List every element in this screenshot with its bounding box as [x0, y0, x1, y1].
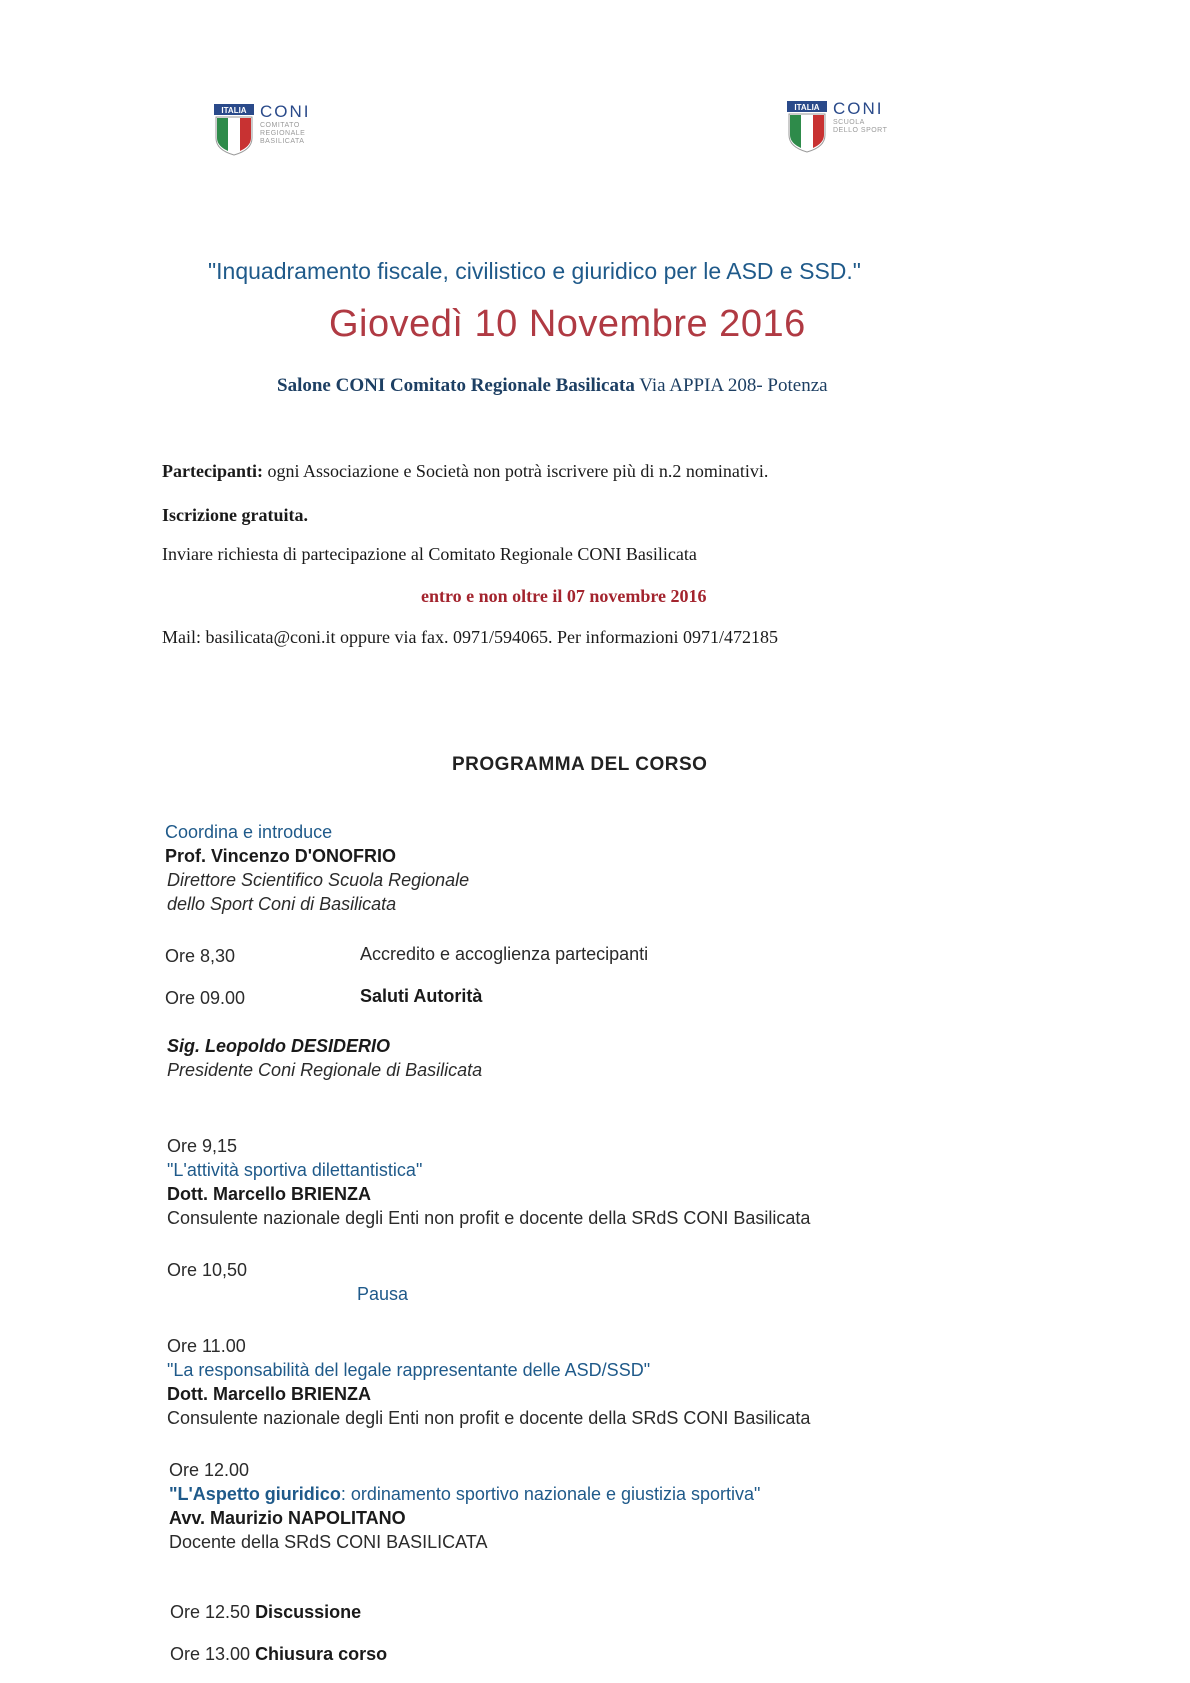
badge-text: ITALIA [221, 106, 247, 115]
session-3-title: "L'attività sportiva dilettantistica" [167, 1160, 423, 1180]
session-6-title [169, 1484, 760, 1505]
session-2-time: Ore 09.00 [165, 988, 246, 1008]
session-8 [170, 1644, 387, 1665]
session-6-time: Ore 12.00 [169, 1460, 250, 1480]
session-2-text: Saluti Autorità [360, 986, 483, 1006]
session-6-title-bold: "L'Aspetto giuridico [169, 1484, 341, 1504]
guest-name: Sig. Leopoldo DESIDERIO [167, 1036, 391, 1056]
session-3-role: Consulente nazionale degli Enti non profit e docente della SRdS CONI Basilicata [167, 1208, 811, 1228]
program-heading: PROGRAMMA DEL CORSO [452, 754, 708, 775]
session-1-text: Accredito e accoglienza partecipanti [360, 944, 649, 964]
session-6-title-rest: : ordinamento sportivo nazionale e giustizia sportiva" [340, 1484, 761, 1504]
session-5-role: Consulente nazionale degli Enti non profit e docente della SRdS CONI Basilicata [167, 1408, 811, 1428]
coordinator-role-2: dello Sport Coni di Basilicata [167, 894, 397, 914]
venue-address: Via APPIA 208- Potenza [634, 375, 828, 396]
session-7-text: Discussione [255, 1602, 362, 1622]
logo-sub-1: COMITATO [260, 122, 300, 129]
participants-label: Partecipanti: [162, 461, 263, 481]
send-request-text: Inviare richiesta di partecipazione al Comitato Regionale CONI Basilicata [162, 544, 697, 564]
session-1-time: Ore 8,30 [165, 946, 236, 966]
registration-note: Iscrizione gratuita. [162, 505, 308, 525]
session-6-speaker: Avv. Maurizio NAPOLITANO [169, 1508, 406, 1528]
session-3-speaker: Dott. Marcello BRIENZA [167, 1184, 372, 1204]
session-4-time: Ore 10,50 [167, 1260, 248, 1280]
logo-name: CONI [833, 99, 884, 118]
coordinator-role-1: Direttore Scientifico Scuola Regionale [167, 870, 470, 890]
session-3-time: Ore 9,15 [167, 1136, 238, 1156]
event-title: "Inquadramento fiscale, civilistico e giuridico per le ASD e SSD." [208, 258, 861, 284]
event-date: Giovedì 10 Novembre 2016 [329, 303, 806, 345]
coni-regional-logo [214, 104, 311, 156]
logo-sub-1: SCUOLA [833, 119, 865, 126]
italia-shield-icon [214, 104, 254, 156]
coni-school-logo [787, 101, 887, 153]
coordinator-label: Coordina e introduce [165, 822, 333, 842]
session-5-title: "La responsabilità del legale rappresentante delle ASD/SSD" [167, 1360, 651, 1380]
session-8-text: Chiusura corso [255, 1644, 388, 1664]
session-7-time: Ore 12.50 [170, 1602, 256, 1622]
session-6-role: Docente della SRdS CONI BASILICATA [169, 1532, 488, 1552]
logo-sub-2: REGIONALE [260, 130, 306, 137]
session-4-text: Pausa [357, 1284, 409, 1304]
guest-role: Presidente Coni Regionale di Basilicata [167, 1060, 483, 1080]
session-5-speaker: Dott. Marcello BRIENZA [167, 1384, 372, 1404]
coordinator-name: Prof. Vincenzo D'ONOFRIO [165, 846, 396, 866]
event-venue [277, 375, 828, 397]
logo-sub-3: BASILICATA [260, 138, 305, 145]
badge-text: ITALIA [794, 103, 820, 112]
participants-text: ogni Associazione e Società non potrà iscrivere più di n.2 nominativi. [262, 461, 769, 481]
contact-info: Mail: basilicata@coni.it oppure via fax. 0971/594065. Per informazioni 0971/472185 [162, 627, 778, 647]
venue-bold: Salone CONI Comitato Regionale Basilicata [277, 375, 635, 396]
registration-deadline: entro e non oltre il 07 novembre 2016 [421, 586, 707, 606]
session-8-time: Ore 13.00 [170, 1644, 256, 1664]
session-5-time: Ore 11.00 [167, 1336, 246, 1356]
logo-sub-2: DELLO SPORT [833, 127, 888, 134]
participants-line [162, 461, 768, 482]
session-7 [170, 1602, 361, 1623]
italia-shield-icon [787, 101, 827, 153]
logo-name: CONI [260, 102, 311, 121]
